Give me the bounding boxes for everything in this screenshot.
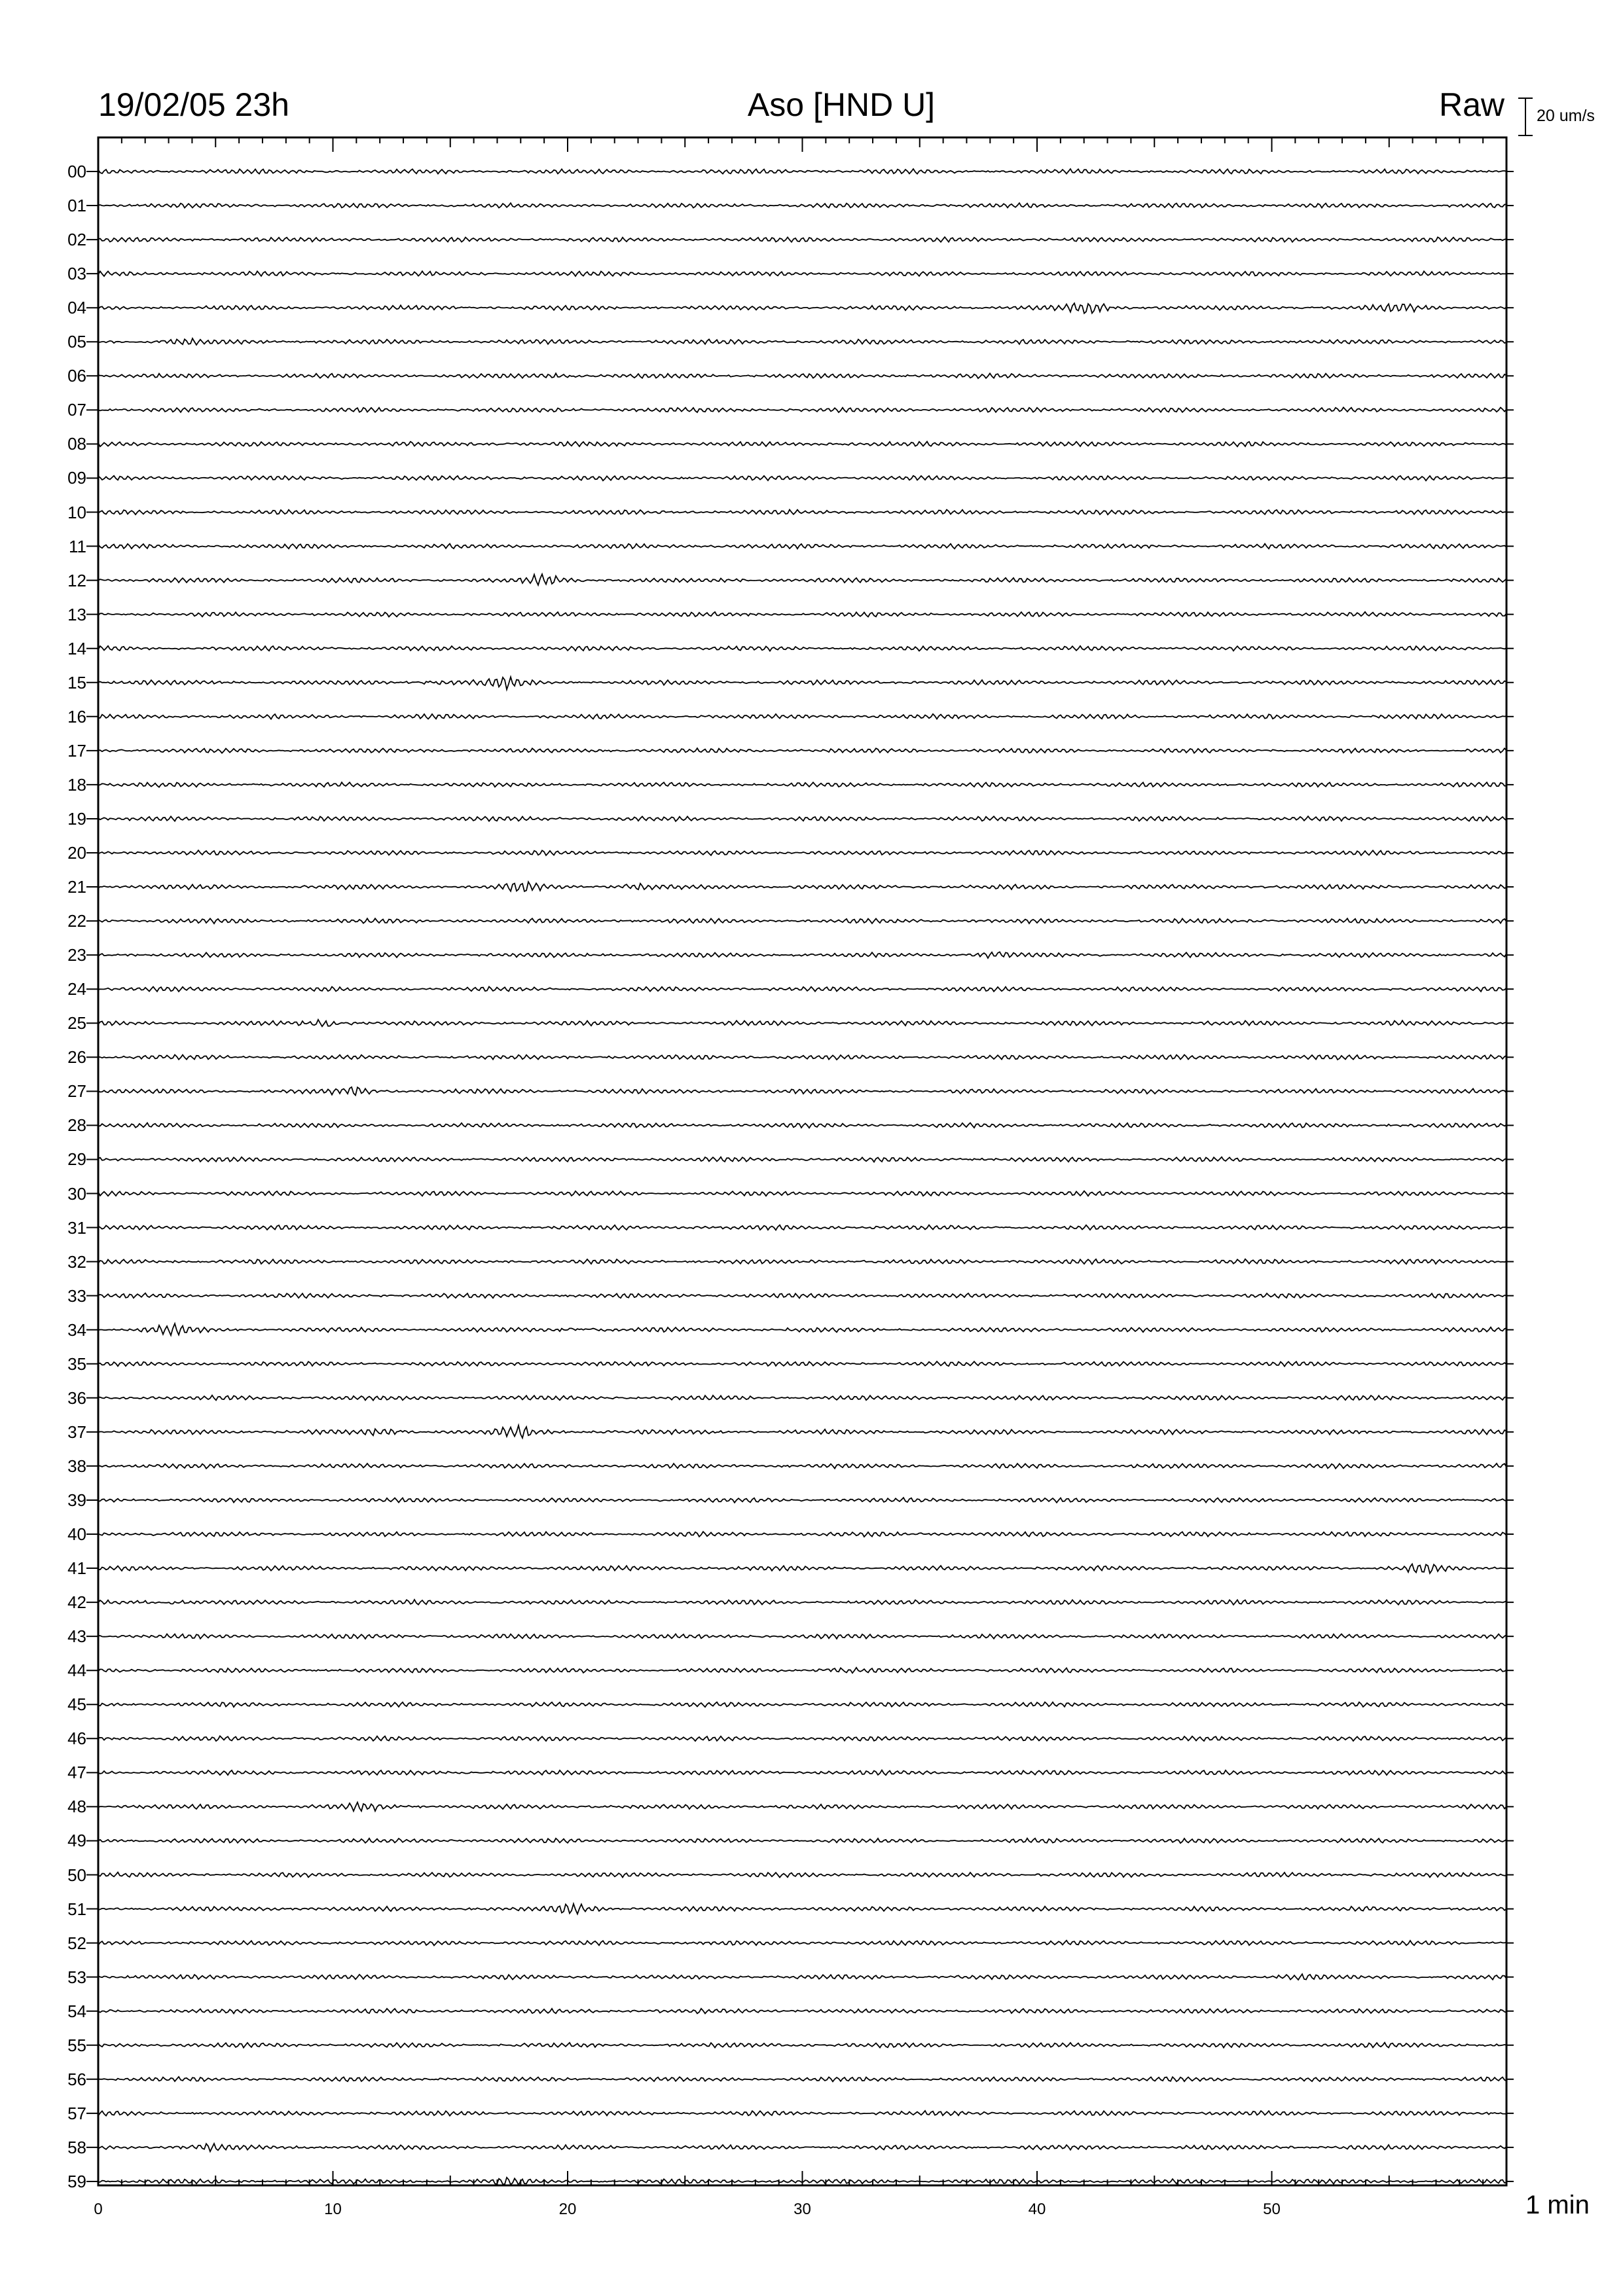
trace-10 — [98, 510, 1506, 515]
trace-15 — [98, 677, 1506, 689]
trace-55 — [98, 2043, 1506, 2048]
station-title: Aso [HND U] — [747, 86, 936, 123]
amplitude-scale-label: 20 um/s — [1537, 107, 1595, 125]
row-label: 46 — [67, 1729, 86, 1749]
row-label: 28 — [67, 1115, 86, 1136]
row-label: 14 — [67, 638, 86, 658]
row-label: 39 — [67, 1490, 86, 1510]
row-label: 48 — [67, 1797, 86, 1817]
trace-30 — [98, 1191, 1506, 1196]
trace-46 — [98, 1736, 1506, 1741]
trace-06 — [98, 373, 1506, 378]
trace-24 — [98, 987, 1506, 992]
trace-41 — [98, 1564, 1506, 1573]
row-label: 21 — [67, 877, 86, 897]
row-label: 07 — [67, 400, 86, 420]
row-label: 01 — [67, 196, 86, 216]
trace-13 — [98, 612, 1506, 617]
trace-39 — [98, 1498, 1506, 1503]
trace-02 — [98, 237, 1506, 242]
trace-53 — [98, 1974, 1506, 1980]
row-label: 18 — [67, 774, 86, 795]
row-label: 20 — [67, 843, 86, 863]
trace-57 — [98, 2111, 1506, 2116]
trace-28 — [98, 1123, 1506, 1128]
trace-35 — [98, 1361, 1506, 1367]
trace-12 — [98, 574, 1506, 585]
row-label: 35 — [67, 1354, 86, 1374]
row-label: 04 — [67, 298, 86, 318]
row-label: 33 — [67, 1285, 86, 1306]
trace-34 — [98, 1323, 1506, 1335]
row-label: 47 — [67, 1763, 86, 1783]
trace-20 — [98, 850, 1506, 855]
trace-32 — [98, 1259, 1506, 1265]
row-label: 59 — [67, 2171, 86, 2191]
row-label: 54 — [67, 2001, 86, 2021]
row-label: 58 — [67, 2137, 86, 2157]
amplitude-scale-bar — [1518, 98, 1533, 135]
trace-25 — [98, 1020, 1506, 1026]
trace-47 — [98, 1770, 1506, 1776]
row-label: 02 — [67, 230, 86, 250]
trace-18 — [98, 782, 1506, 787]
trace-03 — [98, 271, 1506, 276]
trace-07 — [98, 408, 1506, 413]
mode-label: Raw — [1438, 86, 1504, 123]
row-label: 51 — [67, 1899, 86, 1919]
row-label: 29 — [67, 1149, 86, 1170]
row-label: 10 — [67, 502, 86, 522]
row-label: 19 — [67, 808, 86, 829]
row-label: 23 — [67, 945, 86, 965]
row-label: 31 — [67, 1217, 86, 1238]
trace-37 — [98, 1426, 1506, 1438]
trace-54 — [98, 2009, 1506, 2014]
row-label: 44 — [67, 1660, 86, 1681]
x-tick-label: 0 — [94, 2200, 103, 2218]
row-label: 38 — [67, 1456, 86, 1476]
trace-48 — [98, 1803, 1506, 1812]
row-label: 34 — [67, 1319, 86, 1340]
row-label: 00 — [67, 162, 86, 181]
trace-27 — [98, 1087, 1506, 1096]
datetime-label: 19/02/05 23h — [98, 86, 289, 123]
trace-36 — [98, 1395, 1506, 1401]
trace-16 — [98, 714, 1506, 719]
row-label: 25 — [67, 1013, 86, 1033]
row-label: 16 — [67, 706, 86, 726]
trace-49 — [98, 1839, 1506, 1843]
row-label: 53 — [67, 1967, 86, 1987]
trace-52 — [98, 1941, 1506, 1946]
trace-43 — [98, 1634, 1506, 1639]
row-label: 55 — [67, 2035, 86, 2055]
x-tick-label: 50 — [1263, 2200, 1281, 2218]
trace-58 — [98, 2144, 1506, 2151]
row-label: 27 — [67, 1081, 86, 1102]
trace-29 — [98, 1157, 1506, 1162]
trace-17 — [98, 748, 1506, 753]
trace-14 — [98, 646, 1506, 651]
row-label: 22 — [67, 911, 86, 931]
trace-33 — [98, 1293, 1506, 1299]
trace-40 — [98, 1532, 1506, 1537]
x-tick-label: 40 — [1028, 2200, 1046, 2218]
trace-21 — [98, 882, 1506, 891]
row-label: 15 — [67, 672, 86, 692]
trace-42 — [98, 1600, 1506, 1605]
trace-04 — [98, 303, 1506, 313]
trace-00 — [98, 169, 1506, 174]
trace-22 — [98, 918, 1506, 924]
row-label: 52 — [67, 1933, 86, 1953]
trace-26 — [98, 1055, 1506, 1060]
row-label: 13 — [67, 604, 86, 624]
trace-11 — [98, 544, 1506, 549]
row-label: 36 — [67, 1388, 86, 1408]
row-label: 17 — [67, 740, 86, 761]
trace-19 — [98, 816, 1506, 821]
x-unit-label: 1 min — [1525, 2191, 1590, 2219]
trace-09 — [98, 476, 1506, 481]
trace-08 — [98, 442, 1506, 447]
trace-51 — [98, 1904, 1506, 1914]
row-label: 05 — [67, 332, 86, 352]
row-label: 09 — [67, 468, 86, 488]
row-label: 49 — [67, 1831, 86, 1851]
row-label: 11 — [69, 536, 86, 556]
traces — [86, 169, 1514, 2185]
trace-01 — [98, 203, 1506, 207]
trace-56 — [98, 2077, 1506, 2081]
row-label: 03 — [67, 264, 86, 284]
trace-44 — [98, 1668, 1506, 1673]
row-label: 50 — [67, 1865, 86, 1885]
x-tick-label: 10 — [324, 2200, 342, 2218]
trace-38 — [98, 1463, 1506, 1469]
row-label: 42 — [67, 1592, 86, 1613]
trace-05 — [98, 338, 1506, 345]
row-label: 56 — [67, 2069, 86, 2089]
row-label: 45 — [67, 1695, 86, 1715]
trace-45 — [98, 1702, 1506, 1708]
row-label: 12 — [67, 570, 86, 590]
trace-31 — [98, 1225, 1506, 1230]
row-label: 08 — [67, 434, 86, 454]
row-label: 24 — [67, 979, 86, 999]
trace-50 — [98, 1873, 1506, 1878]
row-label: 30 — [67, 1183, 86, 1204]
row-label: 06 — [67, 366, 86, 386]
row-label: 37 — [67, 1422, 86, 1442]
trace-23 — [98, 952, 1506, 958]
row-label: 32 — [67, 1251, 86, 1272]
row-label: 40 — [67, 1524, 86, 1544]
x-tick-label: 30 — [793, 2200, 811, 2218]
row-label: 26 — [67, 1047, 86, 1067]
row-label: 43 — [67, 1626, 86, 1647]
row-label: 41 — [67, 1558, 86, 1579]
row-label: 57 — [67, 2103, 86, 2123]
x-tick-label: 20 — [558, 2200, 577, 2218]
